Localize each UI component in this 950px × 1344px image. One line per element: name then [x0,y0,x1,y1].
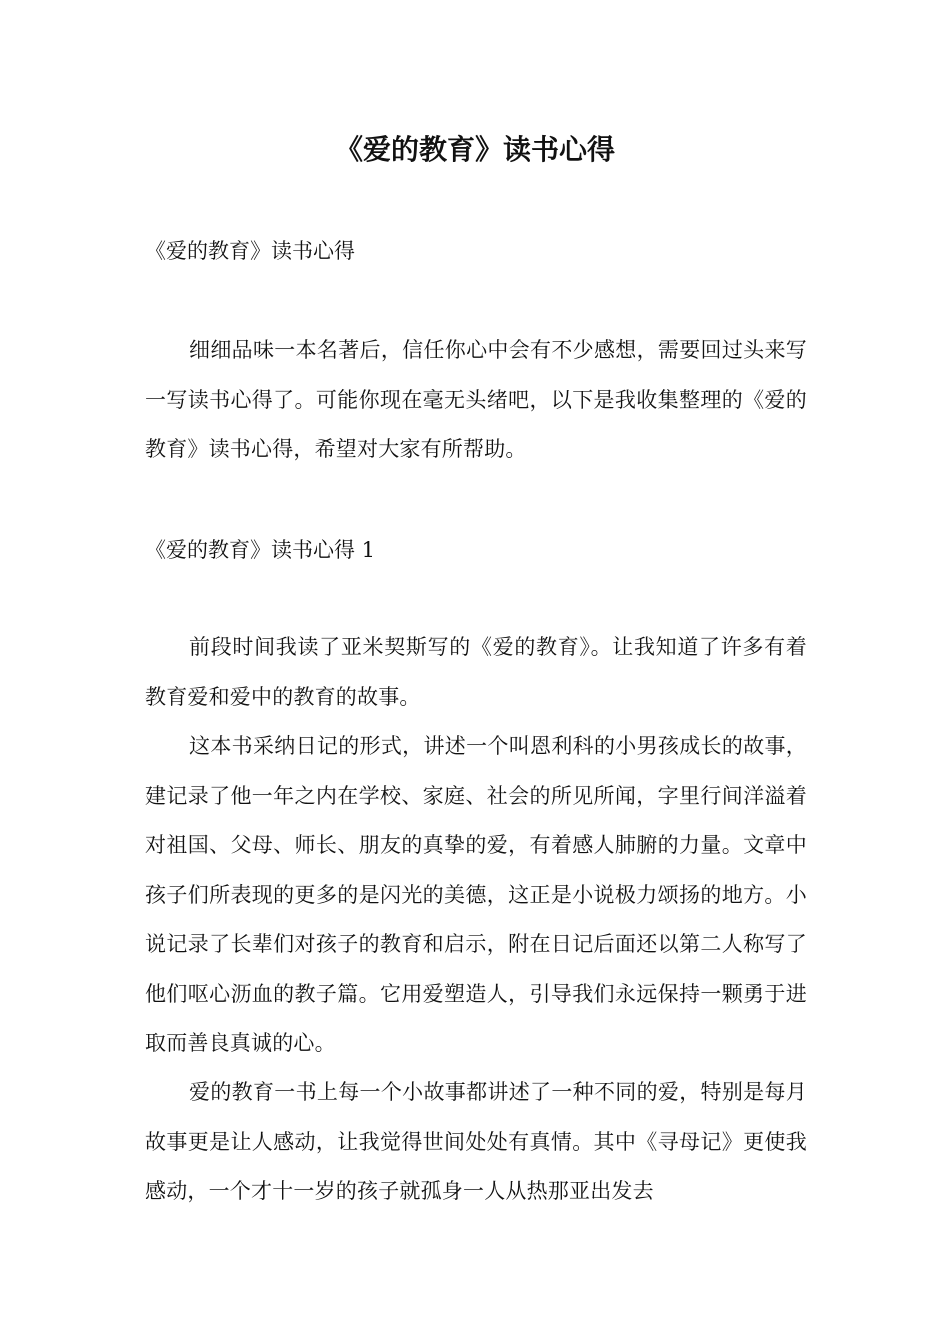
paragraph-3: 爱的教育一书上每一个小故事都讲述了一种不同的爱，特别是每月故事更是让人感动，让我觉得世间处处有真情。其中《寻母记》更使我感动，一个才十一岁的孩子就孤身一人从热那亚出发去 [145,1080,807,1203]
paragraph-1: 前段时间我读了亚米契斯写的《爱的教育》。让我知道了许多有着教育爱和爱中的教育的故事。 [145,635,807,709]
intro-paragraph: 细细品味一本名著后，信任你心中会有不少感想，需要回过头来写一写读书心得了。可能你现在毫无头绪吧，以下是我收集整理的《爱的教育》读书心得，希望对大家有所帮助。 [145,338,807,461]
paragraph-2: 这本书采纳日记的形式，讲述一个叫恩利科的小男孩成长的故事，建记录了他一年之内在学校、家庭、社会的所见所闻，字里行间洋溢着对祖国、父母、师长、朋友的真挚的爱，有着感人肺腑的力量。文章中孩子们所表现的更多的是闪光的美德，这正是小说极力颂扬的地方。小说记录了长辈们对孩子的教育和启示，附在日记后面还以第二人称写了他们呕心沥血的教子篇。它用爱塑造人，引导我们永远保持一颗勇于进取而善良真诚的心。 [145,734,807,1055]
section-heading: 《爱的教育》读书心得 1 [145,538,376,562]
page-title: 《爱的教育》读书心得 [334,133,615,166]
subtitle: 《爱的教育》读书心得 [145,239,355,263]
